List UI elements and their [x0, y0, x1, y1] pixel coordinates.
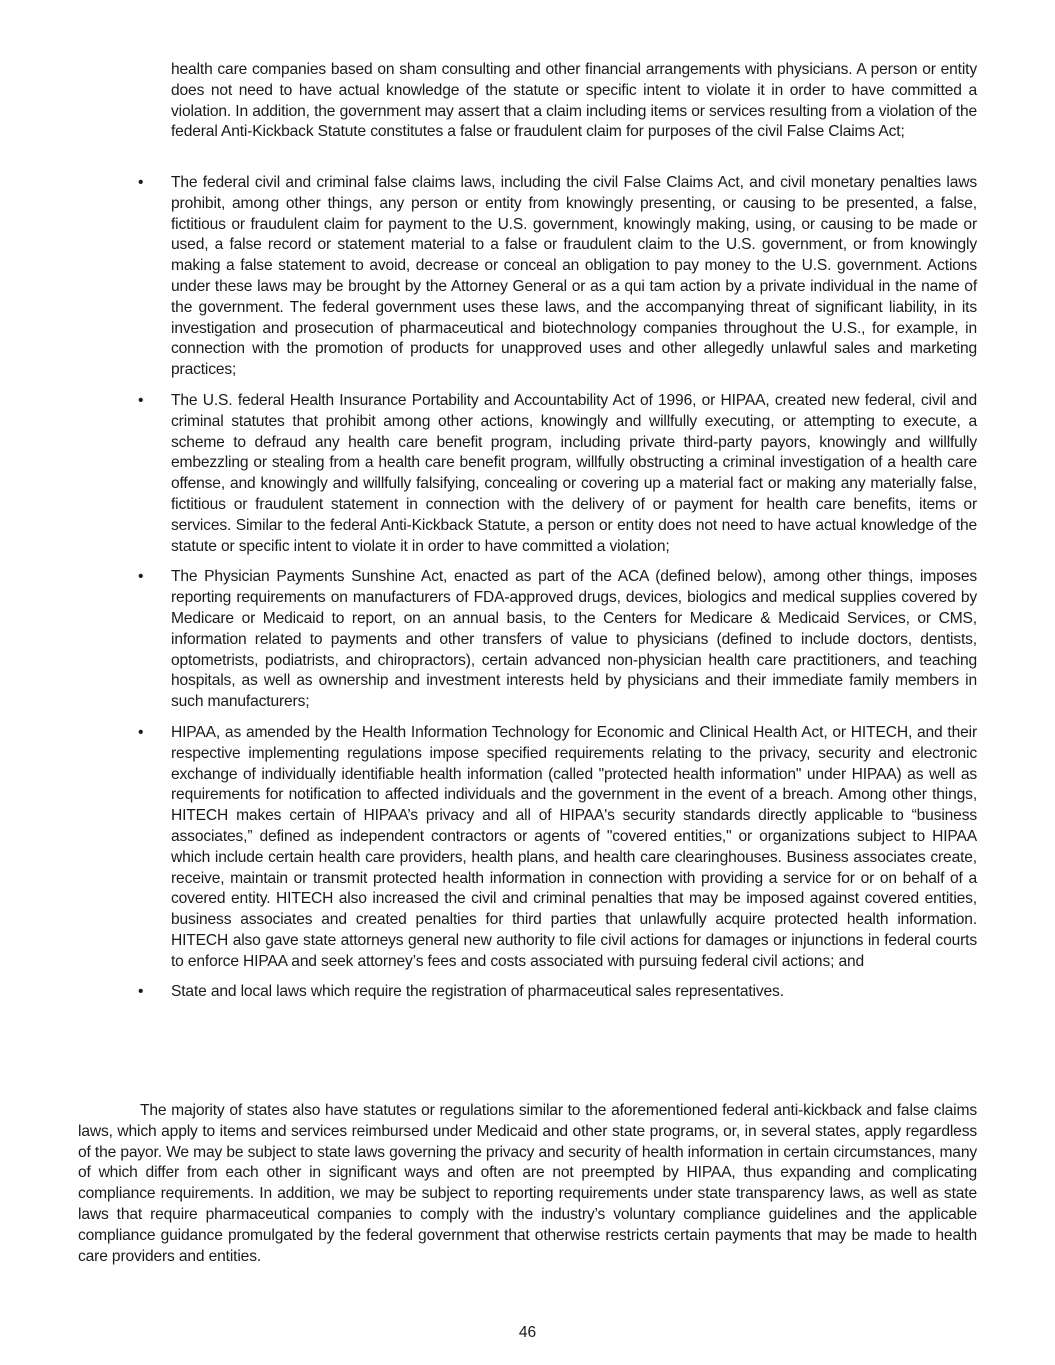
list-item-text: HIPAA, as amended by the Health Information Technology for Economic and Clinical Health Act, or HITECH, and their respective implementing regulations impose specified requirements relating to the privacy, security and electronic exchange of individually identifiable health information (called "protected health information" under HIPAA) as well as requirements for notification to affected individuals and the government in the event of a breach. Among other things, HITECH makes certain of HIPAA’s privacy and all of HIPAA's security standards directly applicable to “business associates,” defined as independent contractors or agents of "covered entities," or organizations subject to HIPAA which include certain health care providers, health plans, and health care clearinghouses. Business associates create, receive, maintain or transmit protected health information in connection with providing a service for or on behalf of a covered entity. HITECH also increased the civil and criminal penalties that may be imposed against covered entities, business associates and created penalties for third parties that unlawfully acquire protected health information. HITECH also gave state attorneys general new authority to file civil actions for damages or injunctions in federal courts to enforce HIPAA and seek attorney’s fees and costs associated with pursuing federal civil actions; and	[171, 723, 977, 970]
list-item	[138, 173, 977, 381]
bullet-icon: •	[138, 174, 144, 191]
bullet-icon: •	[138, 568, 144, 586]
list-item-text: The Physician Payments Sunshine Act, enacted as part of the ACA (defined below), among other things, imposes reporting requirements on manufacturers of FDA-approved drugs, devices, biologics and medical supplies covered by Medicare or Medicaid to report, on an annual basis, to the Centers for Medicare & Medicaid Services, or CMS, information related to payments and other transfers of value to physicians (defined to include doctors, dentists, optometrists, podiatrists, and chiropractors), certain advanced non-physician health care practitioners, and teaching hospitals, as well as ownership and investment interests held by physicians and their immediate family members in such manufacturers;	[171, 568, 977, 711]
page-number: 46	[518, 1324, 537, 1341]
continuation-paragraph: health care companies based on sham consulting and other financial arrangements with physicians. A person or entity does not need to have actual knowledge of the statute or specific intent to violate it in order to have committed a violation. In addition, the government may assert that a claim including items or services resulting from a violation of the federal Anti-Kickback Statute constitutes a false or fraudulent claim for purposes of the civil False Claims Act;	[171, 61, 977, 141]
list-item-text: The federal civil and criminal false claims laws, including the civil False Claims Act, and civil monetary penalties laws prohibit, among other things, any person or entity from knowingly presenting, or causing to be presented, a false, fictitious or fraudulent claim for payment to the U.S. government, knowingly making, using, or causing to be made or used, a false record or statement material to a false or fraudulent claim to the U.S. government, or from knowingly making a false statement to avoid, decrease or conceal an obligation to pay money to the U.S. government. Actions under these laws may be brought by the Attorney General or as a qui tam action by a private individual in the name of the government. The federal government uses these laws, and the accompanying threat of significant liability, in its investigation and prosecution of pharmaceutical and biotechnology companies throughout the U.S., for example, in connection with the promotion of products for unapproved uses and other allegedly unlawful sales and marketing practices;	[171, 174, 977, 379]
bullet-list	[138, 173, 977, 1013]
list-item	[138, 391, 977, 557]
list-item-text: The U.S. federal Health Insurance Portability and Accountability Act of 1996, or HIPAA, created new federal, civil and criminal statutes that prohibit among other actions, knowingly and willfully executing, or attempting to execute, a scheme to defraud any health care benefit program, including private third-party payors, knowingly and willfully embezzling or stealing from a health care benefit program, willfully obstructing a criminal investigation of a health care offense, and knowingly and willfully falsifying, concealing or covering up a material fact or making any materially false, fictitious or fraudulent statement in connection with the delivery of or payment for health care benefits, items or services. Similar to the federal Anti-Kickback Statute, a person or entity does not need to have actual knowledge of the statute or specific intent to violate it in order to have committed a violation;	[171, 391, 977, 555]
list-item	[138, 567, 977, 713]
bullet-icon: •	[138, 723, 144, 741]
list-item	[138, 982, 977, 1003]
list-item-text: State and local laws which require the registration of pharmaceutical sales representatives.	[171, 983, 784, 1001]
list-item	[138, 723, 977, 973]
closing-paragraph: The majority of states also have statutes or regulations similar to the aforementioned federal anti-kickback and false claims laws, which apply to items and services reimbursed under Medicaid and other state programs, or, in several states, apply regardless of the payor. We may be subject to state laws governing the privacy and security of health information in certain circumstances, many of which differ from each other in significant ways and often are not preempted by HIPAA, thus expanding and complicating compliance requirements. In addition, we may be subject to reporting requirements under state transparency laws, as well as state laws that require pharmaceutical companies to comply with the industry’s voluntary compliance guidelines and the applicable compliance guidance promulgated by the federal government that otherwise restricts certain payments that may be made to health care providers and entities.	[78, 1102, 977, 1265]
bullet-icon: •	[138, 391, 144, 409]
bullet-icon: •	[138, 983, 144, 1001]
